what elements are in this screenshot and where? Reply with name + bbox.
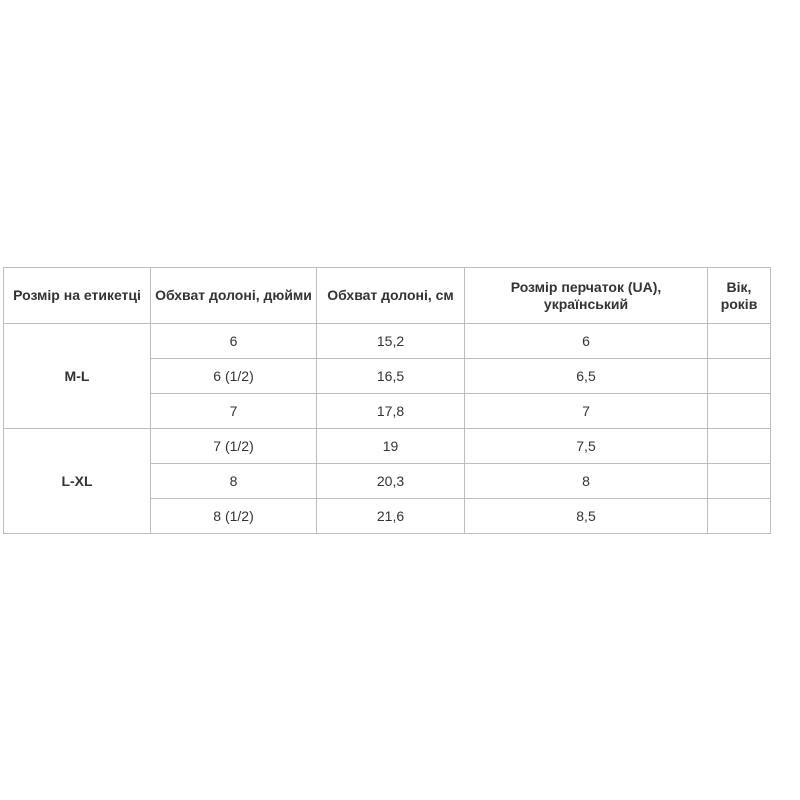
age-cell <box>708 499 771 534</box>
age-cell <box>708 464 771 499</box>
table-row <box>4 429 771 464</box>
inches-cell: 7 <box>151 394 317 429</box>
cm-cell: 17,8 <box>317 394 465 429</box>
age-cell <box>708 359 771 394</box>
inches-cell: 6 <box>151 324 317 359</box>
inches-cell: 8 <box>151 464 317 499</box>
size-label-cell: M-L <box>4 324 151 429</box>
ua-size-cell: 6,5 <box>465 359 708 394</box>
ua-size-cell: 7,5 <box>465 429 708 464</box>
cm-cell: 15,2 <box>317 324 465 359</box>
table-row <box>4 324 771 359</box>
ua-size-cell: 8 <box>465 464 708 499</box>
cm-cell: 20,3 <box>317 464 465 499</box>
age-cell <box>708 324 771 359</box>
age-cell <box>708 394 771 429</box>
header-row <box>4 268 771 324</box>
ua-size-cell: 6 <box>465 324 708 359</box>
inches-cell: 8 (1/2) <box>151 499 317 534</box>
size-table <box>3 267 771 534</box>
header-palm-cm: Обхват долоні, см <box>317 268 465 324</box>
inches-cell: 7 (1/2) <box>151 429 317 464</box>
header-label-size: Розмір на етикетці <box>4 268 151 324</box>
size-label-cell: L-XL <box>4 429 151 534</box>
header-age: Вік, років <box>708 268 771 324</box>
header-glove-size-ua: Розмір перчаток (UA), український <box>465 268 708 324</box>
age-cell <box>708 429 771 464</box>
cm-cell: 19 <box>317 429 465 464</box>
table-header <box>4 268 771 324</box>
ua-size-cell: 7 <box>465 394 708 429</box>
header-palm-inches: Обхват долоні, дюйми <box>151 268 317 324</box>
table-body <box>4 324 771 534</box>
cm-cell: 16,5 <box>317 359 465 394</box>
cm-cell: 21,6 <box>317 499 465 534</box>
ua-size-cell: 8,5 <box>465 499 708 534</box>
inches-cell: 6 (1/2) <box>151 359 317 394</box>
